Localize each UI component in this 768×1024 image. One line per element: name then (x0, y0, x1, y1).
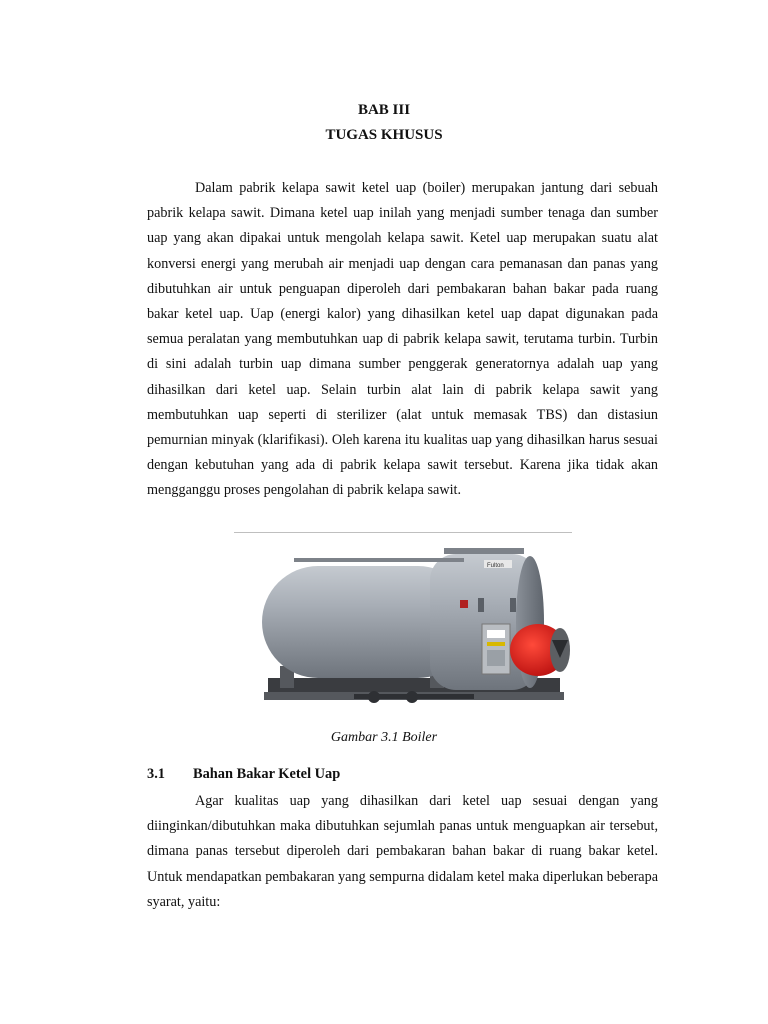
figure-caption: Gambar 3.1 Boiler (330, 730, 438, 745)
chapter-title: TUGAS KHUSUS (325, 127, 443, 143)
brand-label: Fulton (487, 563, 504, 569)
chapter-number: BAB III (357, 102, 411, 118)
section-number: 3.1 (147, 766, 165, 782)
intro-paragraph: Dalam pabrik kelapa sawit ketel uap (boiler) merupakan jantung dari sebuah pabrik kelapa sawit. Dimana ketel uap inilah yang menjadi sumber tenaga dan sumber uap yang akan dipakai untuk mengolah kelapa sawit. Ketel uap merupakan suatu alat konversi energi yang merubah air menjadi uap dengan cara pemanasan dan panas yang dibutuhkan air untuk penguapan diperoleh dari pembakaran bahan bakar pada ruang bakar ketel uap. Uap (energi kalor) yang dihasilkan ketel uap dapat digunakan pada semua peralatan yang membutuhkan uap di pabrik kelapa sawit, terutama turbin. Turbin di sini adalah turbin uap dimana sumber penggerak generatornya adalah uap yang dihasilkan dari ketel uap. Selain turbin alat lain di pabrik kelapa sawit yang membutuhkan uap seperti di sterilizer (alat untuk memasak TBS) dan distasiun pemurnian minyak (klarifikasi). Oleh karena itu kualitas uap yang dihasilkan harus sesuai dengan kebutuhan yang ada di pabrik kelapa sawit tersebut. Karena jika tidak akan mengganggu proses pengolahan di pabrik kelapa sawit. (147, 180, 658, 499)
boiler-figure (234, 532, 572, 728)
section-heading: Bahan Bakar Ketel Uap (193, 766, 341, 782)
boiler-image (234, 532, 572, 728)
section-paragraph: Agar kualitas uap yang dihasilkan dari ketel uap sesuai dengan yang diinginkan/dibutuhkan maka dibutuhkan sejumlah panas untuk menguapkan air tersebut, dimana panas tersebut diperoleh dari pembakaran bahan bakar di ruang bakar ketel. Untuk mendapatkan pembakaran yang sempurna didalam ketel maka diperlukan beberapa syarat, yaitu: (147, 793, 658, 910)
figure-top-rule (234, 532, 572, 533)
